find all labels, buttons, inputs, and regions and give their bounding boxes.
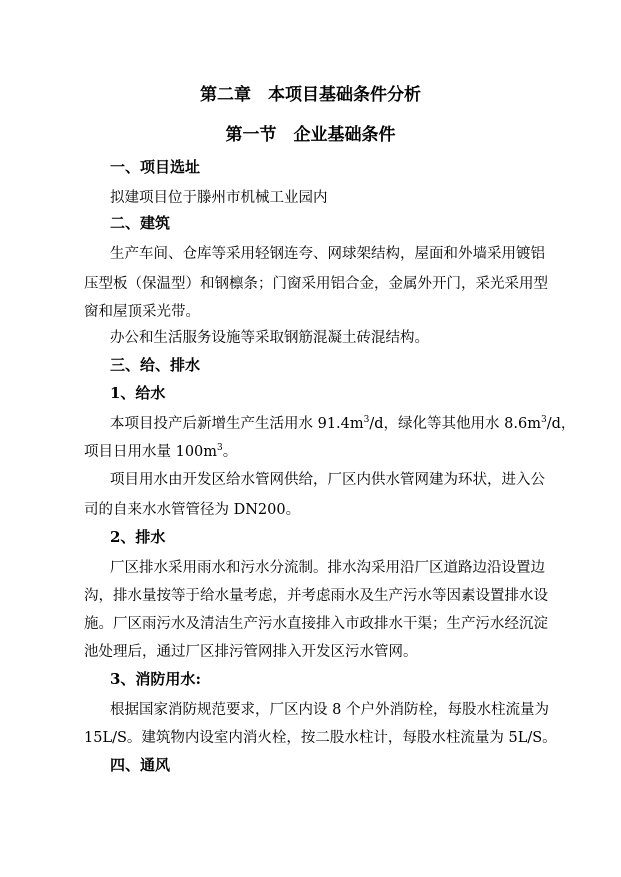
buildings-para1-line1: 生产车间、仓库等采用轻钢连夸、网球架结构，屋面和外墙采用镀铝 [110,246,545,262]
water-supply-para2-line1: 项目用水由开发区给水管网供给，厂区内供水管网建为环状，进入公 [110,472,545,488]
water-supply-para1-line1 [110,412,575,433]
superscript-3: 3 [540,415,547,426]
heading-ventilation: 四、通风 [110,756,171,774]
period-mark: 。 [222,444,238,460]
drainage-line1: 厂区排水采用雨水和污水分流制。排水沟采用沿厂区道路边沿设置边 [110,560,545,576]
chapter-title: 第二章 本项目基础条件分析 [200,85,421,105]
unit-per-day: /d， [546,416,576,432]
section-title: 第一节 企业基础条件 [225,125,396,145]
heading-buildings: 二、建筑 [110,214,171,232]
superscript-3: 3 [217,443,223,454]
drainage-line4: 池处理后，通过厂区排污管网排入开发区污水管网。 [84,644,418,660]
drainage-line2: 沟，排水量按等于给水量考虑，并考虑雨水及生产污水等因素设置排水设 [84,588,548,604]
water-use-greening: /d，绿化等其他用水 8.6m [369,416,541,432]
water-use-production: 本项目投产后新增生产生活用水 91.4m [110,416,364,432]
superscript-3: 3 [363,415,370,426]
heading-site-selection: 一、项目选址 [110,158,201,176]
fire-water-line1: 根据国家消防规范要求，厂区内设 8 个户外消防栓，每股水柱流量为 [110,702,549,718]
water-supply-para1-line2 [84,440,237,461]
daily-water-use: 项目日用水量 100m [84,444,218,460]
water-supply-para2-line2: 司的自来水水管管径为 DN200。 [84,502,301,518]
subheading-drainage: 2、排水 [110,528,166,546]
site-location-text: 拟建项目位于滕州市机械工业园内 [110,190,328,206]
buildings-para2-line1: 办公和生活服务设施等采取钢筋混凝土砖混结构。 [110,330,429,346]
subheading-fire-water: 3、消防用水: [110,670,201,688]
fire-water-line2: 15L/S。建筑物内设室内消火栓，按二股水柱计，每股水柱流量为 5L/S。 [84,730,557,746]
buildings-para1-line2: 压型板（保温型）和钢檩条；门窗采用铝合金，金属外开门，采光采用型 [84,276,548,292]
buildings-para1-line3: 窗和屋顶采光带。 [84,304,200,320]
heading-water-supply-drainage: 三、给、排水 [110,356,201,374]
drainage-line3: 施。厂区雨污水及清洁生产污水直接排入市政排水干渠；生产污水经沉淀 [84,616,548,632]
subheading-water-supply: 1、给水 [110,384,166,402]
